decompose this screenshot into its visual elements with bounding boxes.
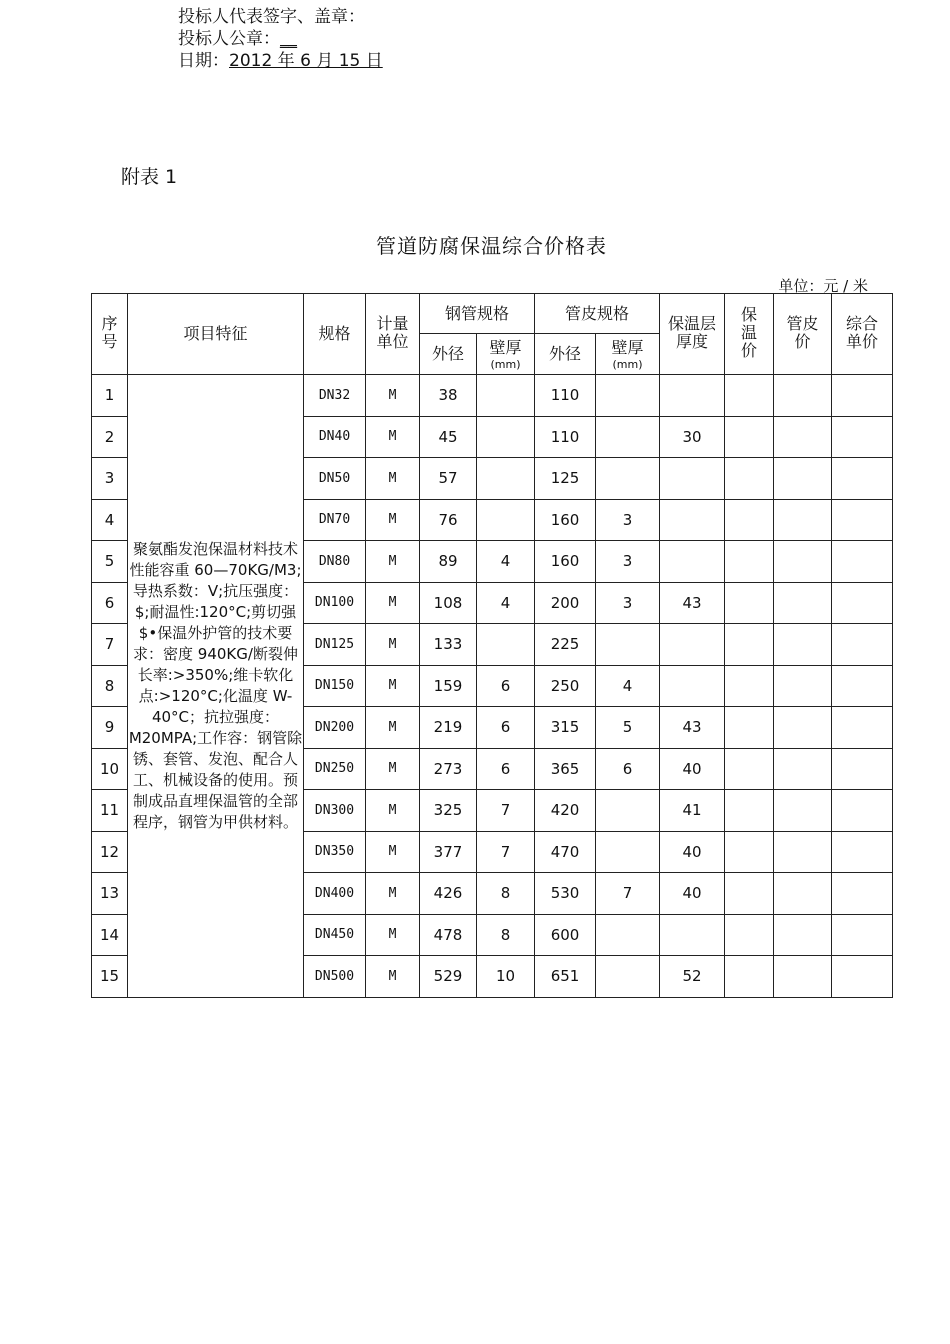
unit-cell: M: [366, 748, 420, 790]
jacket-od-cell: 160: [535, 541, 596, 583]
spec-cell: DN50: [304, 458, 366, 500]
appendix-label: 附表 1: [121, 166, 178, 188]
spec-cell: DN450: [304, 914, 366, 956]
total-price-cell: [832, 375, 893, 417]
signature-block: [178, 6, 383, 72]
seq-cell: 5: [92, 541, 128, 583]
insul-price-cell: [725, 665, 774, 707]
jacket-wall-cell: 4: [596, 665, 660, 707]
unit-cell: M: [366, 873, 420, 915]
jacket-od-cell: 420: [535, 790, 596, 832]
steel-od-cell: 89: [420, 541, 477, 583]
date-label: 日期：: [178, 51, 229, 71]
unit-cell: M: [366, 790, 420, 832]
jacket-od-cell: 600: [535, 914, 596, 956]
steel-od-cell: 38: [420, 375, 477, 417]
date-value: 2012 年 6 月 15 日: [229, 51, 383, 71]
insul-price-cell: [725, 748, 774, 790]
jacket-price-cell: [774, 956, 832, 998]
header-steel-od: 外径: [420, 334, 477, 375]
jacket-price-cell: [774, 624, 832, 666]
jacket-od-cell: 200: [535, 582, 596, 624]
header-seq: 序号: [92, 294, 128, 375]
jacket-od-cell: 125: [535, 458, 596, 500]
steel-od-cell: 108: [420, 582, 477, 624]
jacket-od-cell: 225: [535, 624, 596, 666]
seq-cell: 3: [92, 458, 128, 500]
seq-cell: 7: [92, 624, 128, 666]
spec-cell: DN70: [304, 499, 366, 541]
total-price-cell: [832, 873, 893, 915]
jacket-price-cell: [774, 790, 832, 832]
spec-cell: DN250: [304, 748, 366, 790]
insul-price-cell: [725, 956, 774, 998]
steel-od-cell: 76: [420, 499, 477, 541]
header-insul-price: 保温价: [725, 294, 774, 375]
spec-cell: DN400: [304, 873, 366, 915]
jacket-wall-cell: [596, 790, 660, 832]
steel-wall-cell: 6: [477, 665, 535, 707]
insul-price-cell: [725, 375, 774, 417]
unit-cell: M: [366, 665, 420, 707]
seq-cell: 1: [92, 375, 128, 417]
jacket-wall-cell: [596, 624, 660, 666]
jacket-price-cell: [774, 831, 832, 873]
insul-thickness-cell: 40: [660, 748, 725, 790]
insul-price-cell: [725, 582, 774, 624]
insul-price-cell: [725, 458, 774, 500]
jacket-wall-cell: [596, 458, 660, 500]
insul-thickness-cell: [660, 375, 725, 417]
jacket-od-cell: 250: [535, 665, 596, 707]
steel-od-cell: 426: [420, 873, 477, 915]
total-price-cell: [832, 582, 893, 624]
jacket-wall-cell: 7: [596, 873, 660, 915]
total-price-cell: [832, 707, 893, 749]
insul-price-cell: [725, 499, 774, 541]
total-price-cell: [832, 541, 893, 583]
insul-thickness-cell: [660, 624, 725, 666]
total-price-cell: [832, 831, 893, 873]
jacket-wall-cell: [596, 956, 660, 998]
steel-od-cell: 325: [420, 790, 477, 832]
seq-cell: 10: [92, 748, 128, 790]
unit-cell: M: [366, 416, 420, 458]
header-steel: 钢管规格: [420, 294, 535, 334]
unit-cell: M: [366, 582, 420, 624]
jacket-price-cell: [774, 499, 832, 541]
jacket-wall-cell: [596, 375, 660, 417]
header-jacket: 管皮规格: [535, 294, 660, 334]
header-unit: 计量单位: [366, 294, 420, 375]
seq-cell: 14: [92, 914, 128, 956]
jacket-od-cell: 110: [535, 416, 596, 458]
steel-wall-cell: [477, 499, 535, 541]
insul-thickness-cell: [660, 458, 725, 500]
seq-cell: 15: [92, 956, 128, 998]
header-jacket-wall: 壁厚 (mm): [596, 334, 660, 375]
steel-od-cell: 529: [420, 956, 477, 998]
header-feature: 项目特征: [128, 294, 304, 375]
spec-cell: DN500: [304, 956, 366, 998]
jacket-price-cell: [774, 375, 832, 417]
insul-thickness-cell: 43: [660, 707, 725, 749]
project-description: 聚氨酯发泡保温材料技术性能容重 60—70KG/M3;导热系数：V;抗压强度：$;耐温性:120°C;剪切强$•保温外护管的技术要求：密度 940KG/断裂伸长率:>350%;维卡软化点:>120°C;化温度 W-40°C；抗拉强度：M20MPA;工作容：钢管除锈、套管、发泡、配合人工、机械设备的使用。预制成品直埋保温管的全部程序，钢管为甲供材料。: [128, 375, 304, 998]
spec-cell: DN350: [304, 831, 366, 873]
header-steel-wall: 壁厚 (mm): [477, 334, 535, 375]
total-price-cell: [832, 416, 893, 458]
seq-cell: 6: [92, 582, 128, 624]
insul-thickness-cell: 52: [660, 956, 725, 998]
header-jacket-price: 管皮价: [774, 294, 832, 375]
unit-note: 单位：元 / 米: [778, 277, 868, 295]
insul-price-cell: [725, 873, 774, 915]
spec-cell: DN300: [304, 790, 366, 832]
price-table: [91, 293, 893, 998]
steel-od-cell: 159: [420, 665, 477, 707]
spec-cell: DN200: [304, 707, 366, 749]
unit-cell: M: [366, 541, 420, 583]
jacket-od-cell: 530: [535, 873, 596, 915]
insul-price-cell: [725, 914, 774, 956]
header-insul-thickness: 保温层厚度: [660, 294, 725, 375]
jacket-price-cell: [774, 458, 832, 500]
spec-cell: DN80: [304, 541, 366, 583]
steel-wall-cell: 6: [477, 707, 535, 749]
steel-wall-cell: 10: [477, 956, 535, 998]
steel-od-cell: 377: [420, 831, 477, 873]
unit-cell: M: [366, 458, 420, 500]
steel-od-cell: 45: [420, 416, 477, 458]
steel-wall-cell: 7: [477, 790, 535, 832]
insul-price-cell: [725, 416, 774, 458]
spec-cell: DN40: [304, 416, 366, 458]
table-title: 管道防腐保温综合价格表: [376, 234, 607, 258]
steel-od-cell: 273: [420, 748, 477, 790]
jacket-wall-cell: 3: [596, 499, 660, 541]
total-price-cell: [832, 499, 893, 541]
unit-cell: M: [366, 914, 420, 956]
insul-thickness-cell: 40: [660, 873, 725, 915]
jacket-wall-cell: 3: [596, 582, 660, 624]
insul-thickness-cell: 43: [660, 582, 725, 624]
steel-od-cell: 478: [420, 914, 477, 956]
steel-wall-cell: [477, 624, 535, 666]
unit-cell: M: [366, 707, 420, 749]
table-body: [92, 375, 893, 998]
spec-cell: DN32: [304, 375, 366, 417]
jacket-wall-cell: [596, 914, 660, 956]
insul-price-cell: [725, 707, 774, 749]
jacket-price-cell: [774, 582, 832, 624]
jacket-od-cell: 160: [535, 499, 596, 541]
jacket-od-cell: 315: [535, 707, 596, 749]
spec-cell: DN125: [304, 624, 366, 666]
jacket-od-cell: 651: [535, 956, 596, 998]
jacket-wall-cell: [596, 416, 660, 458]
steel-od-cell: 57: [420, 458, 477, 500]
steel-od-cell: 219: [420, 707, 477, 749]
unit-cell: M: [366, 831, 420, 873]
signature-line: 投标人代表签字、盖章：: [178, 7, 365, 27]
steel-od-cell: 133: [420, 624, 477, 666]
steel-wall-cell: 4: [477, 541, 535, 583]
spec-cell: DN150: [304, 665, 366, 707]
header-total-price: 综合单价: [832, 294, 893, 375]
steel-wall-cell: [477, 375, 535, 417]
seq-cell: 12: [92, 831, 128, 873]
table-row: [92, 375, 893, 417]
insul-thickness-cell: 40: [660, 831, 725, 873]
insul-thickness-cell: [660, 499, 725, 541]
steel-wall-cell: 4: [477, 582, 535, 624]
jacket-od-cell: 365: [535, 748, 596, 790]
jacket-price-cell: [774, 914, 832, 956]
unit-cell: M: [366, 624, 420, 666]
insul-price-cell: [725, 790, 774, 832]
seq-cell: 11: [92, 790, 128, 832]
steel-wall-cell: 8: [477, 873, 535, 915]
seal-line: [178, 28, 383, 50]
seal-blank: __: [280, 29, 297, 49]
header-jacket-od: 外径: [535, 334, 596, 375]
seq-cell: 8: [92, 665, 128, 707]
steel-wall-cell: [477, 416, 535, 458]
seq-cell: 9: [92, 707, 128, 749]
jacket-wall-cell: 3: [596, 541, 660, 583]
insul-thickness-cell: [660, 665, 725, 707]
total-price-cell: [832, 748, 893, 790]
insul-thickness-cell: 41: [660, 790, 725, 832]
seq-cell: 13: [92, 873, 128, 915]
jacket-od-cell: 110: [535, 375, 596, 417]
total-price-cell: [832, 458, 893, 500]
jacket-price-cell: [774, 707, 832, 749]
unit-cell: M: [366, 375, 420, 417]
jacket-price-cell: [774, 416, 832, 458]
jacket-wall-cell: 6: [596, 748, 660, 790]
total-price-cell: [832, 665, 893, 707]
jacket-wall-cell: [596, 831, 660, 873]
insul-thickness-cell: [660, 541, 725, 583]
steel-wall-cell: 8: [477, 914, 535, 956]
seq-cell: 4: [92, 499, 128, 541]
date-line: [178, 50, 383, 72]
insul-price-cell: [725, 541, 774, 583]
insul-thickness-cell: 30: [660, 416, 725, 458]
insul-price-cell: [725, 624, 774, 666]
header-spec: 规格: [304, 294, 366, 375]
spec-cell: DN100: [304, 582, 366, 624]
jacket-price-cell: [774, 748, 832, 790]
insul-thickness-cell: [660, 914, 725, 956]
seq-cell: 2: [92, 416, 128, 458]
steel-wall-cell: 7: [477, 831, 535, 873]
unit-cell: M: [366, 956, 420, 998]
total-price-cell: [832, 790, 893, 832]
steel-wall-cell: [477, 458, 535, 500]
seal-label: 投标人公章：: [178, 29, 280, 49]
total-price-cell: [832, 624, 893, 666]
steel-wall-cell: 6: [477, 748, 535, 790]
jacket-wall-cell: 5: [596, 707, 660, 749]
total-price-cell: [832, 914, 893, 956]
total-price-cell: [832, 956, 893, 998]
insul-price-cell: [725, 831, 774, 873]
unit-cell: M: [366, 499, 420, 541]
jacket-price-cell: [774, 873, 832, 915]
jacket-price-cell: [774, 665, 832, 707]
jacket-price-cell: [774, 541, 832, 583]
jacket-od-cell: 470: [535, 831, 596, 873]
